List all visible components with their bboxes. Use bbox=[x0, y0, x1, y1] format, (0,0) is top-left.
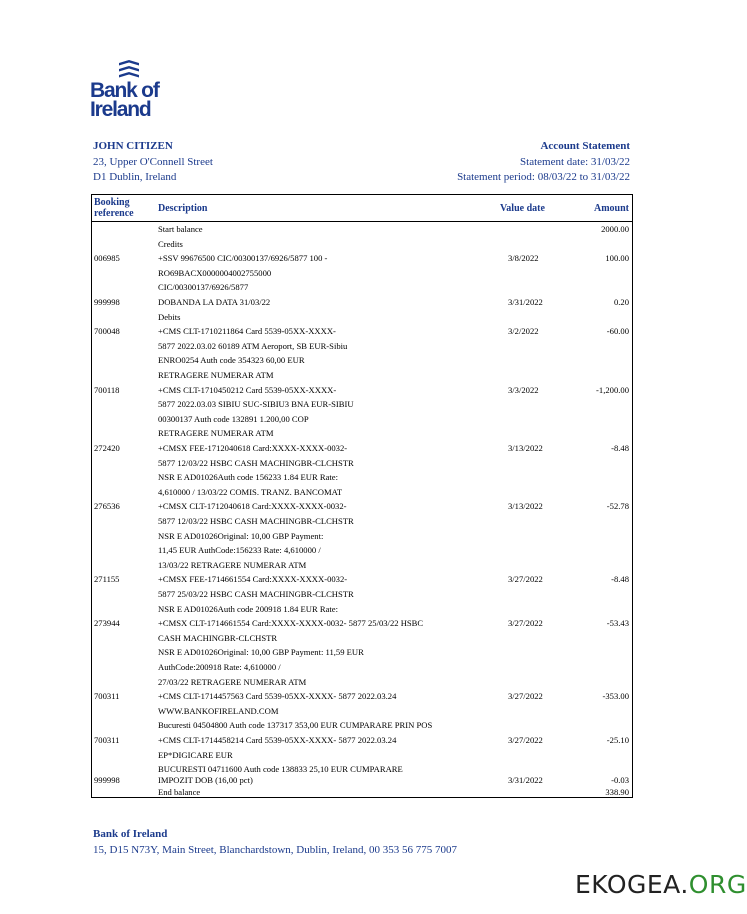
desc-line: BUCURESTI 04711600 Auth code 138833 25,10 EUR CUMPARARE bbox=[158, 764, 403, 774]
desc-line: 13/03/22 RETRAGERE NUMERAR ATM bbox=[158, 560, 307, 570]
bank-logo bbox=[90, 60, 170, 121]
desc-line: NSR E AD01026Auth code 156233 1.84 EUR Rate: bbox=[158, 472, 338, 482]
start-balance: 2000.00 bbox=[601, 224, 629, 234]
header-amount: Amount bbox=[593, 203, 629, 214]
desc-line: 00300137 Auth code 132891 1.200,00 COP bbox=[158, 414, 309, 424]
txn-amount: -0.03 bbox=[611, 775, 629, 785]
txn-ref: 999998 bbox=[94, 297, 120, 307]
txn-date: 3/31/2022 bbox=[508, 775, 543, 785]
footer-address: 15, D15 N73Y, Main Street, Blanchardstown, Dublin, Ireland, 00 353 56 775 7007 bbox=[93, 843, 457, 856]
txn-ref: 276536 bbox=[94, 501, 120, 511]
watermark bbox=[575, 870, 747, 899]
desc-line: CASH MACHINGBR-CLCHSTR bbox=[158, 633, 278, 643]
desc-line: +CMS CLT-1714457563 Card 5539-05XX-XXXX- 5877 2022.03.24 bbox=[158, 691, 397, 701]
statement-period: Statement period: 08/03/22 to 31/03/22 bbox=[457, 171, 630, 183]
desc-line: 5877 2022.03.03 SIBIU SUC-SIBIU3 BNA EUR-SIBIU bbox=[158, 399, 354, 409]
desc-line: Start balance bbox=[158, 224, 203, 234]
watermark-suffix: ORG bbox=[688, 870, 747, 899]
txn-amount: 0.20 bbox=[613, 297, 629, 307]
watermark-main: EKOGEA. bbox=[575, 870, 689, 899]
desc-line: 5877 2022.03.02 60189 ATM Aeroport, SB EUR-Sibiu bbox=[158, 341, 348, 351]
header-description: Description bbox=[158, 203, 208, 214]
table-header bbox=[92, 195, 632, 222]
txn-date: 3/3/2022 bbox=[508, 385, 539, 395]
transactions-table bbox=[91, 194, 633, 798]
txn-amount: -60.00 bbox=[606, 326, 629, 336]
desc-line: ENRO0254 Auth code 354323 60,00 EUR bbox=[158, 355, 305, 365]
desc-line: EP*DIGICARE EUR bbox=[158, 750, 233, 760]
txn-date: 3/8/2022 bbox=[508, 253, 539, 263]
txn-amount: -53.43 bbox=[606, 618, 629, 628]
desc-line: +CMS CLT-1714458214 Card 5539-05XX-XXXX- 5877 2022.03.24 bbox=[158, 735, 397, 745]
txn-amount: -25.10 bbox=[606, 735, 629, 745]
desc-line: +CMSX CLT-1712040618 Card:XXXX-XXXX-0032- bbox=[158, 501, 347, 511]
txn-date: 3/2/2022 bbox=[508, 326, 539, 336]
desc-line: 5877 12/03/22 HSBC CASH MACHINGBR-CLCHSTR bbox=[158, 516, 354, 526]
statement-info-block bbox=[457, 139, 630, 186]
desc-line: +CMSX FEE-1714661554 Card:XXXX-XXXX-0032- bbox=[158, 574, 348, 584]
desc-line: RETRAGERE NUMERAR ATM bbox=[158, 370, 274, 380]
logo-line-2: Ireland bbox=[90, 98, 151, 121]
customer-address-line-2: D1 Dublin, Ireland bbox=[93, 171, 177, 183]
footer-bank-name: Bank of Ireland bbox=[93, 828, 168, 840]
desc-line: End balance bbox=[158, 787, 201, 797]
desc-line: 4,610000 / 13/03/22 COMIS. TRANZ. BANCOMAT bbox=[158, 487, 343, 497]
txn-date: 3/13/2022 bbox=[508, 443, 543, 453]
desc-line: 5877 12/03/22 HSBC CASH MACHINGBR-CLCHSTR bbox=[158, 458, 354, 468]
footer-block bbox=[93, 827, 457, 858]
customer-name: JOHN CITIZEN bbox=[93, 140, 173, 152]
txn-ref: 700048 bbox=[94, 326, 120, 336]
desc-line: +CMSX FEE-1712040618 Card:XXXX-XXXX-0032- bbox=[158, 443, 348, 453]
txn-amount: 100.00 bbox=[605, 253, 629, 263]
desc-line: NSR E AD01026Auth code 200918 1.84 EUR Rate: bbox=[158, 604, 338, 614]
desc-line: DOBANDA LA DATA 31/03/22 bbox=[158, 297, 271, 307]
customer-address-line-1: 23, Upper O'Connell Street bbox=[93, 155, 213, 168]
desc-line: CIC/00300137/6926/5877 bbox=[158, 282, 249, 292]
header-ref-line-1: Booking bbox=[94, 197, 130, 208]
desc-line: 5877 25/03/22 HSBC CASH MACHINGBR-CLCHSTR bbox=[158, 589, 354, 599]
txn-amount: -1,200.00 bbox=[596, 385, 629, 395]
txn-date: 3/27/2022 bbox=[508, 574, 543, 584]
desc-line: IMPOZIT DOB (16,00 pct) bbox=[158, 775, 253, 785]
desc-line: RETRAGERE NUMERAR ATM bbox=[158, 428, 274, 438]
customer-address-block bbox=[93, 139, 213, 186]
txn-ref: 273944 bbox=[94, 618, 120, 628]
header-value-date: Value date bbox=[500, 203, 545, 214]
desc-line: 27/03/22 RETRAGERE NUMERAR ATM bbox=[158, 677, 307, 687]
desc-line: +CMSX CLT-1714661554 Card:XXXX-XXXX-0032- 5877 25/03/22 HSBC bbox=[158, 618, 424, 628]
bank-logo-icon bbox=[117, 60, 141, 80]
desc-line: Bucuresti 04504800 Auth code 137317 353,00 EUR CUMPARARE PRIN POS bbox=[158, 720, 433, 730]
txn-ref: 272420 bbox=[94, 443, 120, 453]
txn-date: 3/27/2022 bbox=[508, 618, 543, 628]
txn-amount: -52.78 bbox=[606, 501, 629, 511]
desc-line: Credits bbox=[158, 239, 183, 249]
logo-line-1: Bank of bbox=[90, 79, 159, 102]
desc-line: +SSV 99676500 CIC/00300137/6926/5877 100 - bbox=[158, 253, 328, 263]
txn-ref: 271155 bbox=[94, 574, 120, 584]
header-booking-reference bbox=[94, 197, 154, 219]
desc-line: Debits bbox=[158, 312, 181, 322]
desc-line: +CMS CLT-1710211864 Card 5539-05XX-XXXX- bbox=[158, 326, 336, 336]
header-ref-line-2: reference bbox=[94, 208, 134, 219]
desc-line: +CMS CLT-1710450212 Card 5539-05XX-XXXX- bbox=[158, 385, 337, 395]
desc-line: 11,45 EUR AuthCode:156233 Rate: 4,610000 / bbox=[158, 545, 321, 555]
desc-line: AuthCode:200918 Rate: 4,610000 / bbox=[158, 662, 281, 672]
desc-line: NSR E AD01026Original: 10,00 GBP Payment: bbox=[158, 531, 324, 541]
desc-line: NSR E AD01026Original: 10,00 GBP Payment: 11,59 EUR bbox=[158, 647, 364, 657]
txn-date: 3/31/2022 bbox=[508, 297, 543, 307]
end-balance: 338.90 bbox=[605, 787, 629, 797]
txn-ref: 999998 bbox=[94, 775, 120, 785]
desc-line: RO69BACX0000004002755000 bbox=[158, 268, 272, 278]
txn-date: 3/13/2022 bbox=[508, 501, 543, 511]
statement-title: Account Statement bbox=[540, 140, 630, 152]
txn-amount: -8.48 bbox=[611, 443, 629, 453]
txn-ref: 700311 bbox=[94, 735, 120, 745]
statement-date: Statement date: 31/03/22 bbox=[520, 155, 630, 168]
txn-date: 3/27/2022 bbox=[508, 735, 543, 745]
txn-amount: -353.00 bbox=[602, 691, 629, 701]
txn-ref: 006985 bbox=[94, 253, 120, 263]
txn-date: 3/27/2022 bbox=[508, 691, 543, 701]
desc-line: WWW.BANKOFIRELAND.COM bbox=[158, 706, 279, 716]
txn-amount: -8.48 bbox=[611, 574, 629, 584]
txn-ref: 700118 bbox=[94, 385, 120, 395]
txn-ref: 700311 bbox=[94, 691, 120, 701]
